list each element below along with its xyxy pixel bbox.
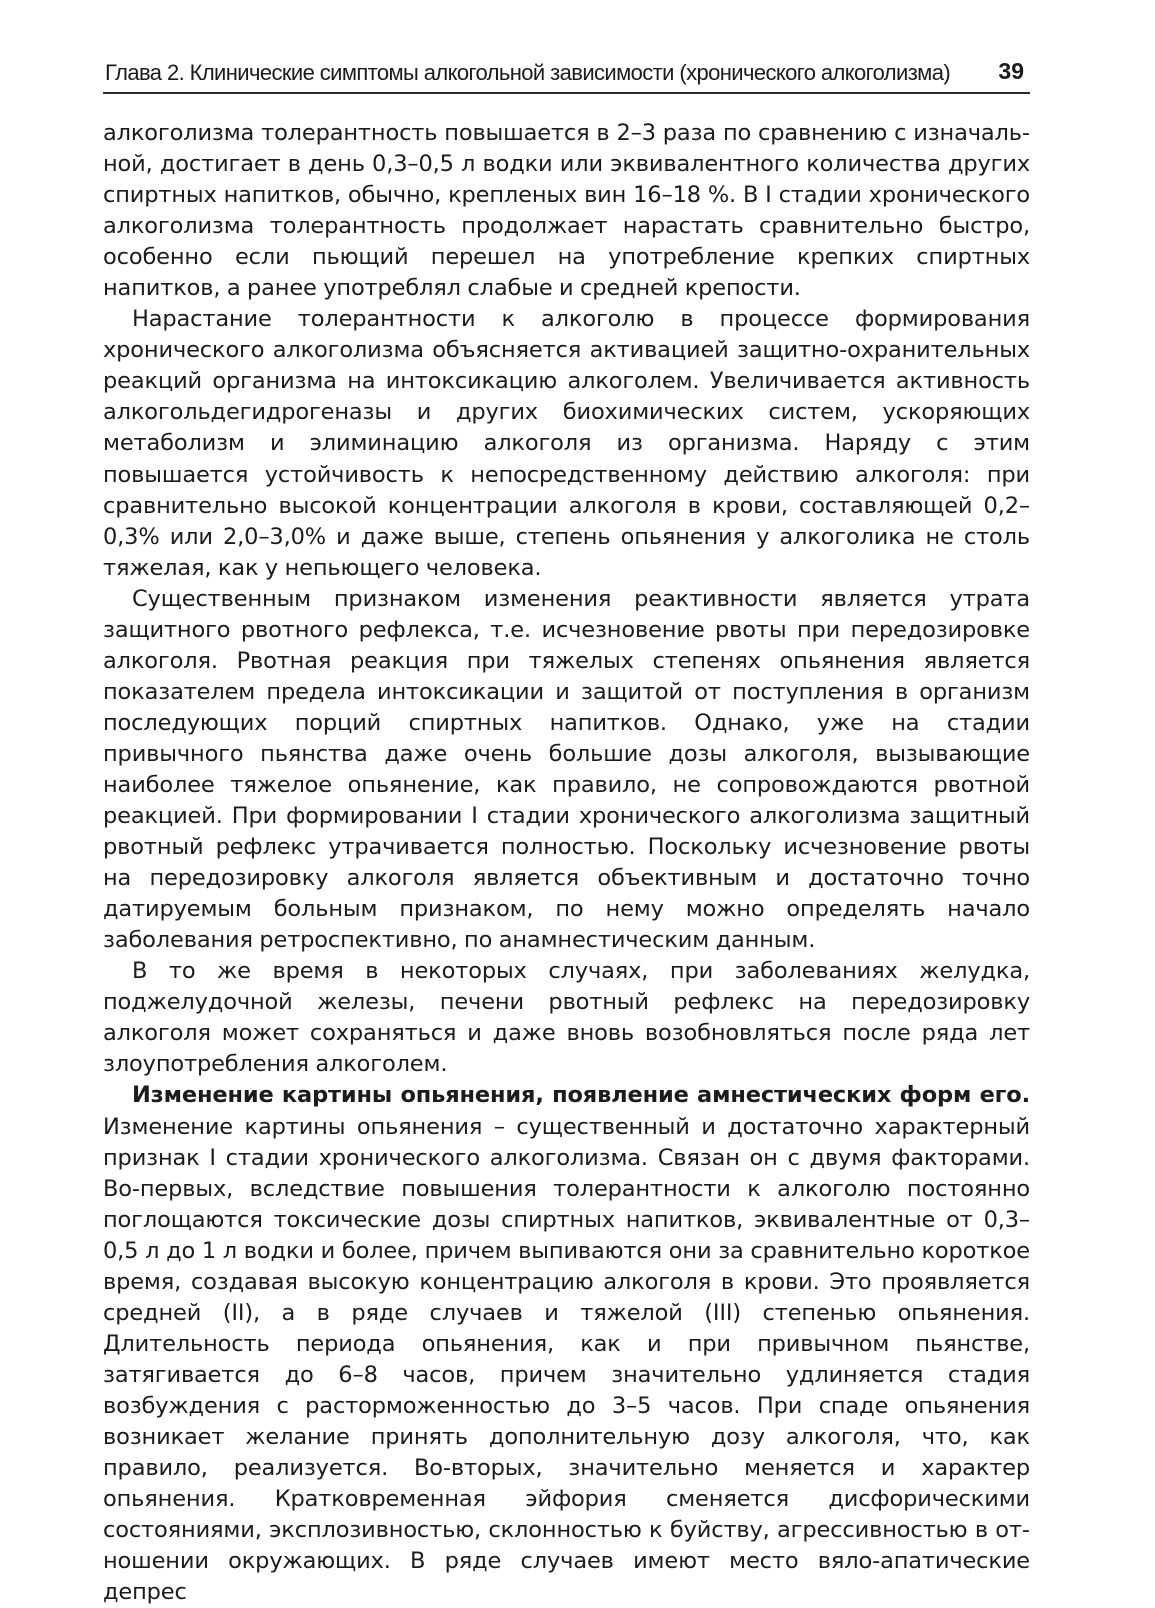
body-text (103, 118, 1030, 1608)
paragraph-4: В то же время в некоторых случаях, при заболеваниях желудка, поджелудочной железы, печени рвотный рефлекс на передозировку алкоголя может сохраняться и даже вновь возобновляться после ряда лет злоупотребления алкоголем. (103, 958, 1030, 1078)
paragraph-1: алкоголизма толерантность повышается в 2–3 раза по сравнению с изначальной, достигает в день 0,3–0,5 л водки или эквивалентного количества других спиртных напитков, обычно, крепленых вин 16–18 %. В I стадии хронического алкоголизма толерантность продолжает нарастать сравнительно быстро, особенно если пьющий перешел на употребление крепких спиртных напитков, а ранее употреблял слабые и средней крепости. (103, 120, 1030, 302)
paragraph-3: Существенным признаком изменения реактивности является утрата защитного рвотного рефлекса, т.е. исчезновение рвоты при передозировке алкоголя. Рвотная реакция при тяжелых степенях опьянения является показателем предела интоксикации и защитой от поступления в организм последующих порций спиртных напитков. Однако, уже на стадии привычного пьянства даже очень большие дозы алкоголя, вызывающие наиболее тяжелое опьянение, как правило, не сопровождаются рвотной реакцией. При формировании I стадии хронического алкоголизма защитный рвотный рефлекс утрачивается полностью. Поскольку исчезновение рвоты на передозировку алкоголя является объективным и достаточно точно датируемым больным признаком, по нему можно определять начало заболевания ретроспективно, по анамнестическим данным. (103, 585, 1030, 954)
paragraph-5-text: Изменение картины опьянения – существенный и достаточно характерный признак I стадии хронического алкоголизма. Связан он с двумя факторами. Во-первых, вследствие повышения толерантности к алкоголю постоянно поглощаются токсические дозы спиртных напитков, эквивалентные от 0,3–0,5 л до 1 л водки и более, причем выпиваются они за сравнительно короткое время, создавая высокую концентрацию алкоголя в крови. Это проявляется средней (II), а в ряде случаев и тяжелой (III) степенью опьянения. Длительность периода опьянения, как и при привычном пьянстве, затягивается до 6–8 часов, причем значительно удлиняется стадия возбуждения с расторможенностью до 3–5 часов. При спаде опьянения возникает желание принять дополнительную дозу алкоголя, что, как правило, реализуется. Во-вторых, значительно меняется и характер опьянения. Кратковременная эйфория сменяется дисфорическими состояниями, эксплозивностью, склонностью к буйству, агрессивностью в отношении окружающих. В ряде случаев имеют место вяло-апатические депрес (103, 1113, 1030, 1606)
book-page (103, 58, 1030, 1608)
page-number: 39 (998, 58, 1024, 84)
paragraph-2: Нарастание толерантности к алкоголю в процессе формирования хронического алкоголизма объясняется активацией защитно-охранительных реакций организма на интоксикацию алкоголем. Увеличивается активность алкогольдегидрогеназы и других биохимических систем, ускоряющих метаболизм и элиминацию алкоголя из организма. Наряду с этим повышается устойчивость к непосредственному действию алкоголя: при сравнительно высокой концентрации алкоголя в крови, составляющей 0,2–0,3% или 2,0–3,0% и даже выше, степень опьянения у алкоголика не столь тяжелая, как у непьющего человека. (103, 306, 1030, 581)
section-run-in-heading: Изменение картины опьянения, появление амнестических форм его. (132, 1082, 1030, 1109)
running-header (103, 58, 1030, 94)
paragraph-5 (103, 1080, 1030, 1608)
chapter-title: Глава 2. Клинические симптомы алкогольной зависимости (хронического алкоголизма) (105, 60, 951, 85)
